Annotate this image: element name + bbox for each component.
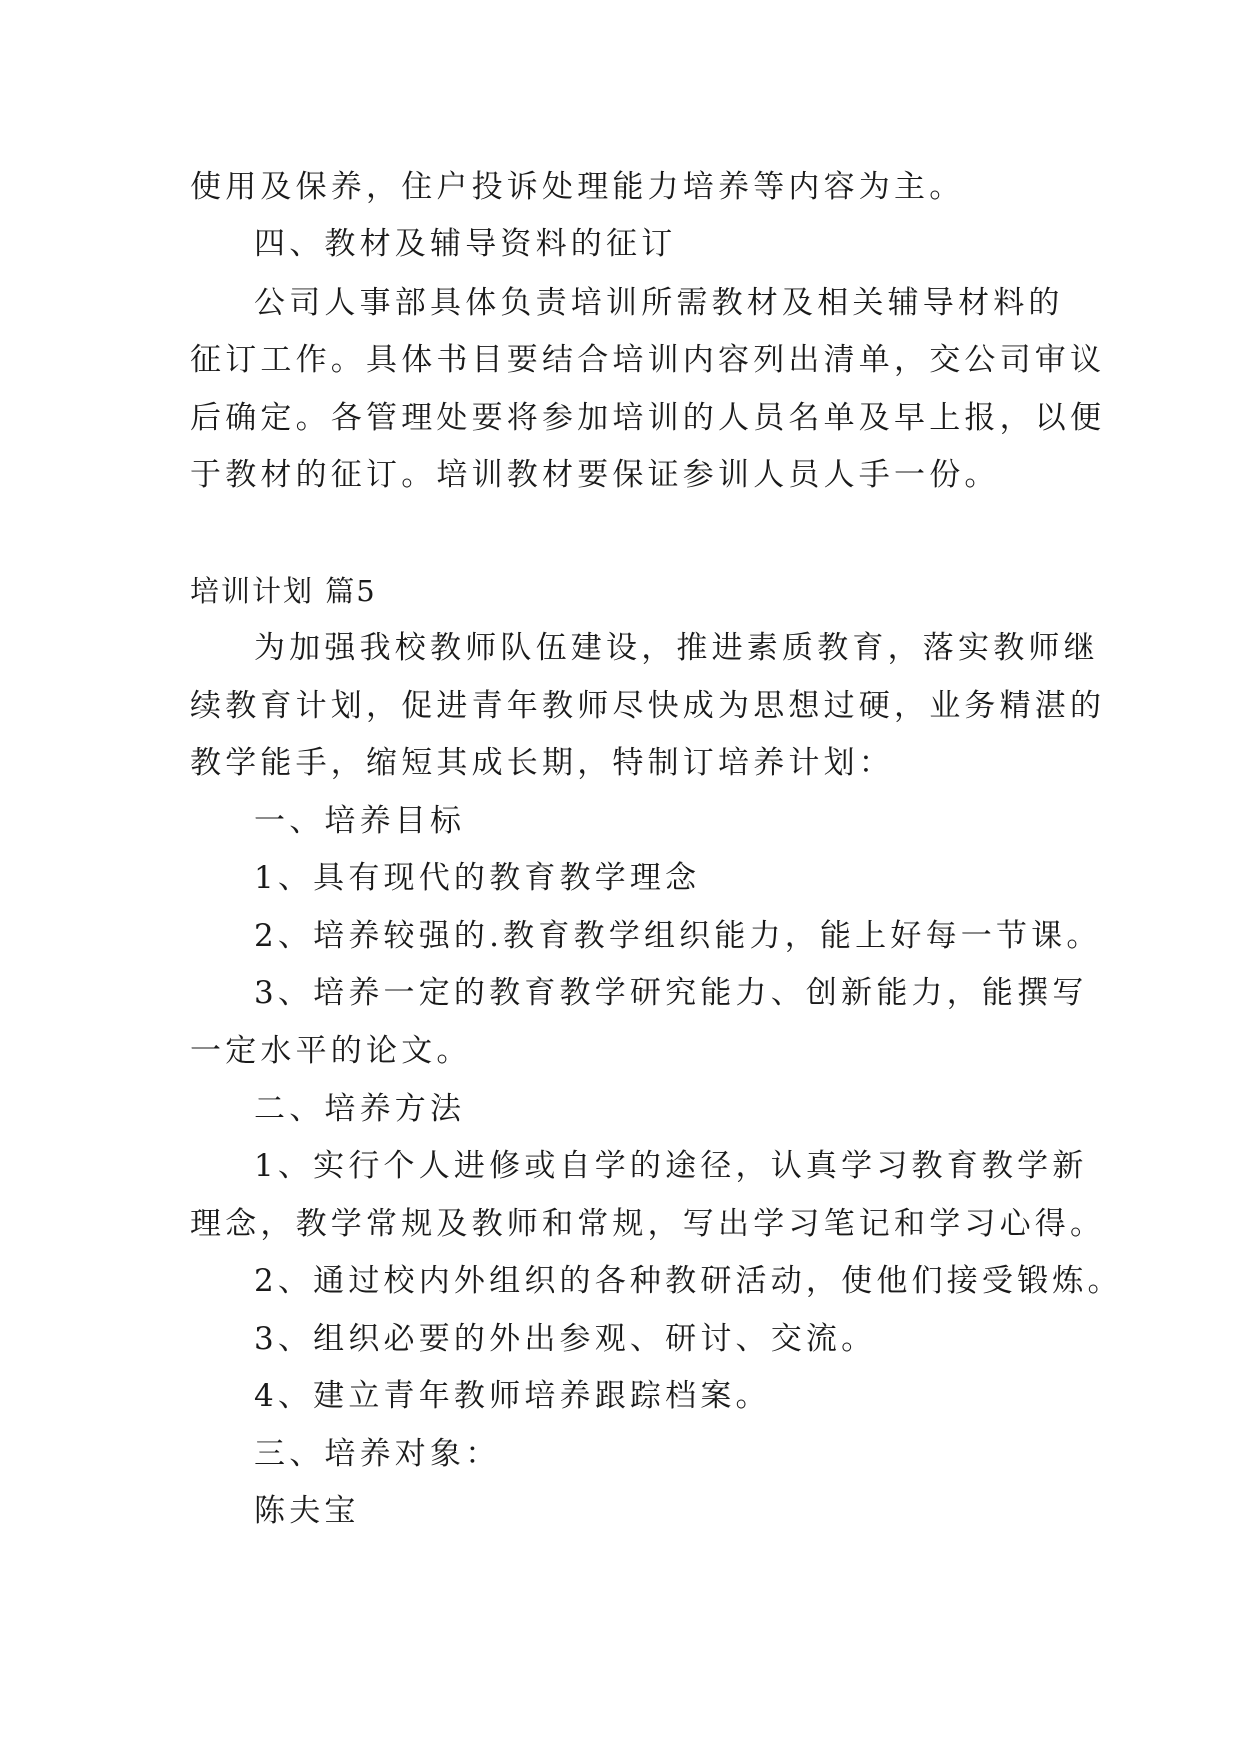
list-item: 2、通过校内外组织的各种教研活动，使他们接受锻炼。	[254, 1263, 1123, 1299]
paragraph-line: 教学能手，缩短其成长期，特制订培养计划：	[190, 745, 894, 781]
paragraph-line: 使用及保养，住户投诉处理能力培养等内容为主。	[190, 169, 965, 205]
paragraph-line: 于教材的征订。培训教材要保证参训人员人手一份。	[190, 457, 1000, 493]
list-item: 4、建立青年教师培养跟踪档案。	[254, 1378, 771, 1414]
paragraph-line: 理念，教学常规及教师和常规，写出学习笔记和学习心得。	[190, 1206, 1106, 1242]
paragraph-line: 一定水平的论文。	[190, 1033, 472, 1069]
section-heading: 四、教材及辅导资料的征订	[254, 226, 677, 262]
paragraph-line: 陈夫宝	[254, 1493, 360, 1529]
list-item: 3、组织必要的外出参观、研讨、交流。	[254, 1321, 877, 1357]
list-item: 3、培养一定的教育教学研究能力、创新能力，能撰写	[254, 975, 1088, 1011]
section-heading: 三、培养对象：	[254, 1436, 501, 1472]
paragraph-line: 公司人事部具体负责培训所需教材及相关辅导材料的	[254, 285, 1064, 321]
paragraph-line: 续教育计划，促进青年教师尽快成为思想过硬，业务精湛的	[190, 688, 1106, 724]
section-heading: 二、培养方法	[254, 1091, 466, 1127]
list-item: 1、具有现代的教育教学理念	[254, 860, 701, 896]
article-title: 培训计划 篇5	[190, 574, 377, 608]
paragraph-line: 征订工作。具体书目要结合培训内容列出清单，交公司审议	[190, 342, 1106, 378]
paragraph-line: 后确定。各管理处要将参加培训的人员名单及早上报，以便	[190, 400, 1106, 436]
paragraph-line: 为加强我校教师队伍建设，推进素质教育，落实教师继	[254, 630, 1099, 666]
list-item: 1、实行个人进修或自学的途径，认真学习教育教学新	[254, 1148, 1088, 1184]
section-heading: 一、培养目标	[254, 803, 466, 839]
list-item: 2、培养较强的.教育教学组织能力，能上好每一节课。	[254, 918, 1102, 954]
